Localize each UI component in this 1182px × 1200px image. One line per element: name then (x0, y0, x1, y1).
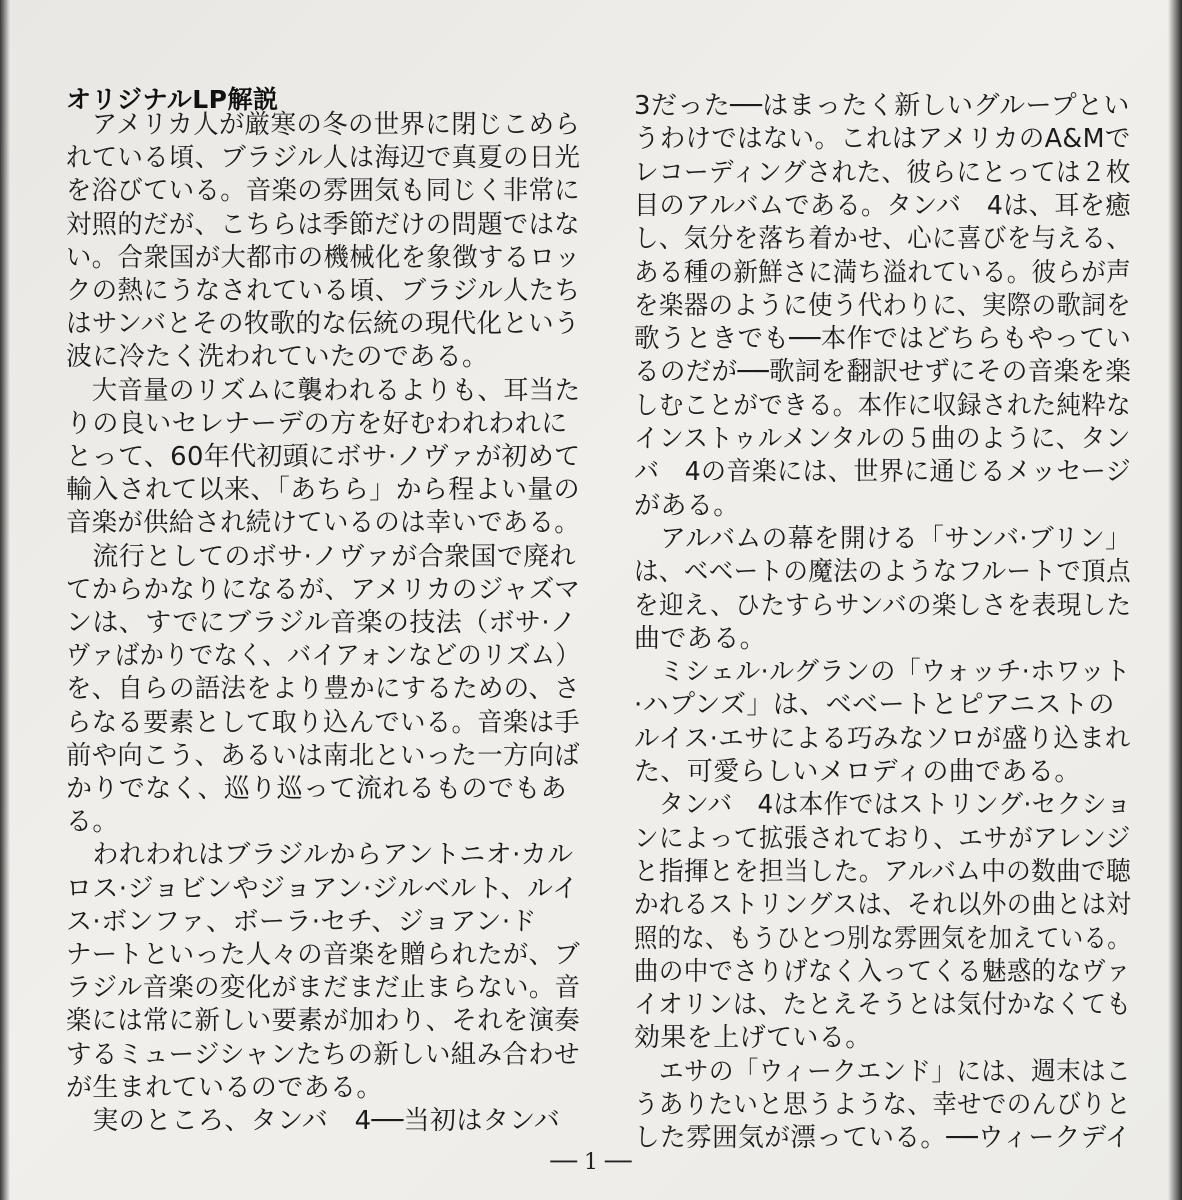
text-line: 楽には常に新しい要素が加わり、それを演奏 (66, 1006, 581, 1037)
text-line: バ 4の音楽には、世界に通じるメッセージ (634, 457, 1131, 488)
page-number: ── 1 ── (550, 1150, 632, 1175)
text-line: と指揮とを担当した。アルバム中の数曲で聴 (634, 856, 1132, 887)
text-line: ミシェル·ルグランの「ウォッチ·ホワット (634, 657, 1131, 688)
text-line: い。合衆国が大都市の機械化を象徴するロッ (66, 242, 581, 273)
text-line: が生まれているのである。 (66, 1072, 383, 1103)
text-line: ある種の新鮮さに満ち溢れている。彼らが声 (634, 257, 1132, 288)
text-line: するミュージシャンたちの新しい組み合わせ (66, 1039, 580, 1070)
text-line: エサの「ウィークエンド」には、週末はこ (634, 1056, 1131, 1087)
text-line: かりでなく、巡り巡って流れるものでもあ (66, 774, 568, 804)
text-line: 照的な、もうひとつ別な雰囲気を加えている。 (634, 923, 1131, 954)
text-line: 音楽が供給され続けているのは幸いである。 (66, 508, 581, 539)
text-line: しむことができる。本作に収録された純粋な (634, 390, 1132, 421)
text-line: クの熱にうなされている頃、ブラジル人たち (66, 276, 581, 306)
text-line: 3だった──はまったく新しいグループとい (634, 91, 1130, 121)
text-line: はサンバとその牧歌的な伝統の現代化という (66, 309, 580, 340)
text-line: を浴びている。音楽の雰囲気も同じく非常に (66, 176, 581, 207)
text-line: 対照的だが、こちらは季節だけの問題ではな (66, 209, 581, 240)
text-line: を楽器のように使う代わりに、実際の歌詞を (634, 290, 1132, 321)
text-line: は、ベベートの魔法のようなフルートで頂点 (634, 557, 1131, 588)
text-line: レコーディングされた、彼らにとっては２枚 (634, 157, 1131, 188)
text-line: われわれはブラジルからアントニオ·カル (66, 840, 574, 871)
page-heading: オリジナルLP解説 (66, 85, 279, 114)
text-line: イオリンは、たとえそうとは気付かなくても (634, 990, 1132, 1021)
text-line: を迎え、ひたすらサンバの楽しさを表現した (634, 590, 1132, 621)
text-line: インストゥルメンタルの５曲のように、タン (634, 424, 1131, 454)
text-line: 流行としてのボサ·ノヴァが合衆国で廃れ (66, 541, 577, 572)
text-line: るのだが──歌詞を翻訳せずにその音楽を楽 (634, 357, 1132, 388)
text-line: ンによって拡張されており、エサがアレンジ (634, 823, 1131, 854)
text-line: 輸入されて以来、「あちら」から程よい量の (66, 475, 581, 506)
text-line: 歌うときでも──本作ではどちらもやってい (634, 324, 1132, 355)
text-line: かれるストリングスは、それ以外の曲とは対 (634, 890, 1132, 921)
text-line: タンバ 4は本作ではストリング·セクショ (634, 790, 1132, 821)
text-line: 目のアルバムである。タンバ 4は、耳を癒 (634, 190, 1131, 221)
page-edge-shadow-left (0, 0, 10, 1200)
text-line: 曲である。 (634, 623, 767, 654)
page-edge-shadow-right (1168, 0, 1182, 1200)
text-line: ンは、すでにブラジル音楽の技法（ボサ·ノ (66, 608, 577, 638)
text-line: ラジル音楽の変化がまだまだ止まらない。音 (66, 973, 581, 1004)
text-line: し、気分を落ち着かせ、心に喜びを与える、 (634, 224, 1132, 255)
text-line: 曲の中でさりげなく入ってくる魅惑的なヴァ (634, 956, 1131, 987)
text-line: アメリカ人が厳寒の冬の世界に閉じこめら (66, 110, 581, 140)
text-line: らなる要素として取り込んでいる。音楽は手 (66, 707, 581, 738)
text-line: がある。 (634, 490, 740, 521)
text-line: 前や向こう、あるいは南北といった一方向ば (66, 740, 581, 771)
text-line: てからかなりになるが、アメリカのジャズマ (66, 574, 581, 605)
text-line: とって、60年代初頭にボサ·ノヴァが初めて (66, 442, 581, 472)
text-line: 大音量のリズムに襲われるよりも、耳当た (66, 375, 581, 406)
text-line: た、可愛らしいメロディの曲である。 (634, 757, 1081, 787)
text-line: アルバムの幕を開ける「サンバ·ブリン」 (634, 523, 1132, 554)
text-line: ヴァばかりでなく、バイアォンなどのリズム） (66, 641, 581, 672)
text-line: 効果を上げている。 (634, 1023, 872, 1054)
text-line: うわけではない。これはアメリカのA&Mで (634, 124, 1131, 155)
text-line: 波に冷たく洗われていたのである。 (66, 342, 489, 373)
text-line: ロス·ジョビンやジョアン·ジルベルト、ルイ (66, 873, 579, 904)
text-line: を、自らの語法をより豊かにするための、さ (66, 674, 580, 705)
text-line: ス·ボンファ、ボーラ·セチ、ジョアン·ド (66, 906, 537, 937)
text-line: した雰囲気が漂っている。──ウィークデイ (634, 1123, 1131, 1154)
text-line: りの良いセレナーデの方を好むわれわれに (66, 408, 568, 439)
text-line: 実のところ、タンバ 4──当初はタンバ (66, 1106, 561, 1136)
text-line: うありたいと思うような、幸せでのんびりと (634, 1090, 1132, 1120)
text-line: る。 (66, 807, 119, 838)
text-line: ルイス·エサによる巧みなソロが盛り込まれ (634, 723, 1131, 754)
text-line: ·ハプンズ」は、ベベートとピアニストの (634, 690, 1115, 721)
text-line: れている頃、ブラジル人は海辺で真夏の日光 (66, 143, 581, 174)
text-line: ナートといった人々の音楽を贈られたが、ブ (66, 940, 581, 970)
